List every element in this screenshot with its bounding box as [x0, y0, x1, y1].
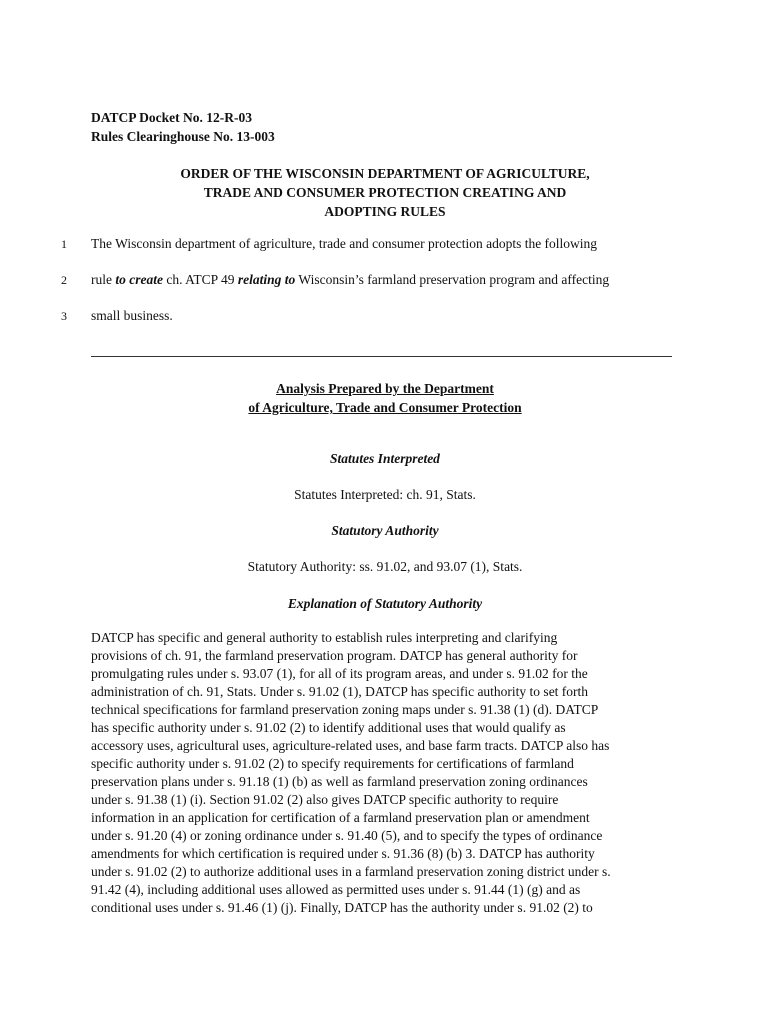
paragraph-line: administration of ch. 91, Stats. Under s. 91.02 (1), DATCP has specific authority to set forth — [91, 684, 589, 699]
order-title — [90, 164, 680, 221]
emphasis-to-create: to create — [115, 272, 163, 287]
paragraph-line: amendments for which certification is required under s. 91.36 (8) (b) 3. DATCP has authority — [91, 846, 595, 861]
paragraph-line: 91.42 (4), including additional uses allowed as permitted uses under s. 91.44 (1) (g) and as — [91, 882, 581, 897]
paragraph-line: specific authority under s. 91.02 (2) to specify requirements for certifications of farmland — [91, 756, 574, 771]
statutory-authority-heading: Statutory Authority — [331, 523, 439, 538]
line-text: small business. — [91, 308, 173, 323]
analysis-heading — [90, 379, 680, 417]
statutes-interpreted-text: Statutes Interpreted: ch. 91, Stats. — [294, 487, 476, 502]
paragraph-line: preservation plans under s. 91.18 (1) (b) as well as farmland preservation zoning ordinances — [91, 774, 588, 789]
line-text: The Wisconsin department of agriculture, trade and consumer protection adopts the following — [91, 236, 598, 251]
paragraph-line: promulgating rules under s. 93.07 (1), for all of its program areas, and under s. 91.02 for the — [91, 666, 588, 681]
paragraph-line: provisions of ch. 91, the farmland preservation program. DATCP has general authority for — [91, 648, 578, 663]
line-number: 3 — [61, 309, 67, 323]
paragraph-line: under s. 91.02 (2) to authorize additional uses in a farmland preservation zoning district under s. — [91, 864, 611, 879]
order-title-line: ADOPTING RULES — [324, 204, 446, 219]
paragraph-line: accessory uses, agricultural uses, agriculture-related uses, and base farm tracts. DATCP also has — [91, 738, 610, 753]
paragraph-line: DATCP has specific and general authority to establish rules interpreting and clarifying — [91, 630, 558, 645]
line-text — [91, 272, 609, 288]
statutes-interpreted-heading: Statutes Interpreted — [330, 451, 440, 466]
emphasis-relating-to: relating to — [237, 272, 296, 287]
explanation-paragraph — [91, 629, 691, 917]
clearinghouse-number: Rules Clearinghouse No. 13-003 — [91, 129, 275, 144]
paragraph-line: technical specifications for farmland preservation zoning maps under s. 91.38 (1) (d). DATCP — [91, 702, 599, 717]
paragraph-line: under s. 91.38 (1) (i). Section 91.02 (2) also gives DATCP specific authority to require — [91, 792, 559, 807]
order-title-line: ORDER OF THE WISCONSIN DEPARTMENT OF AGRICULTURE, — [180, 166, 590, 181]
analysis-heading-line: Analysis Prepared by the Department — [276, 381, 494, 396]
horizontal-rule — [91, 356, 672, 357]
order-title-line: TRADE AND CONSUMER PROTECTION CREATING AND — [203, 185, 567, 200]
paragraph-line: information in an application for certification of a farmland preservation plan or amendment — [91, 810, 590, 825]
paragraph-line: under s. 91.20 (4) or zoning ordinance under s. 91.40 (5), and to specify the types of ordinance — [91, 828, 603, 843]
text-run: ch. ATCP 49 — [162, 272, 238, 287]
statutory-authority-text: Statutory Authority: ss. 91.02, and 93.07 (1), Stats. — [247, 559, 523, 574]
line-number: 2 — [61, 273, 67, 287]
line-number: 1 — [61, 237, 67, 251]
docket-number: DATCP Docket No. 12-R-03 — [91, 110, 252, 125]
explanation-heading: Explanation of Statutory Authority — [287, 596, 483, 611]
text-run: Wisconsin’s farmland preservation program and affecting — [295, 272, 610, 287]
paragraph-line: has specific authority under s. 91.02 (2) to identify additional uses that would qualify as — [91, 720, 566, 735]
paragraph-line: conditional uses under s. 91.46 (1) (j). Finally, DATCP has the authority under s. 91.02 (2) to — [91, 900, 593, 915]
analysis-heading-line: of Agriculture, Trade and Consumer Protection — [248, 400, 522, 415]
text-run: rule — [91, 272, 116, 287]
